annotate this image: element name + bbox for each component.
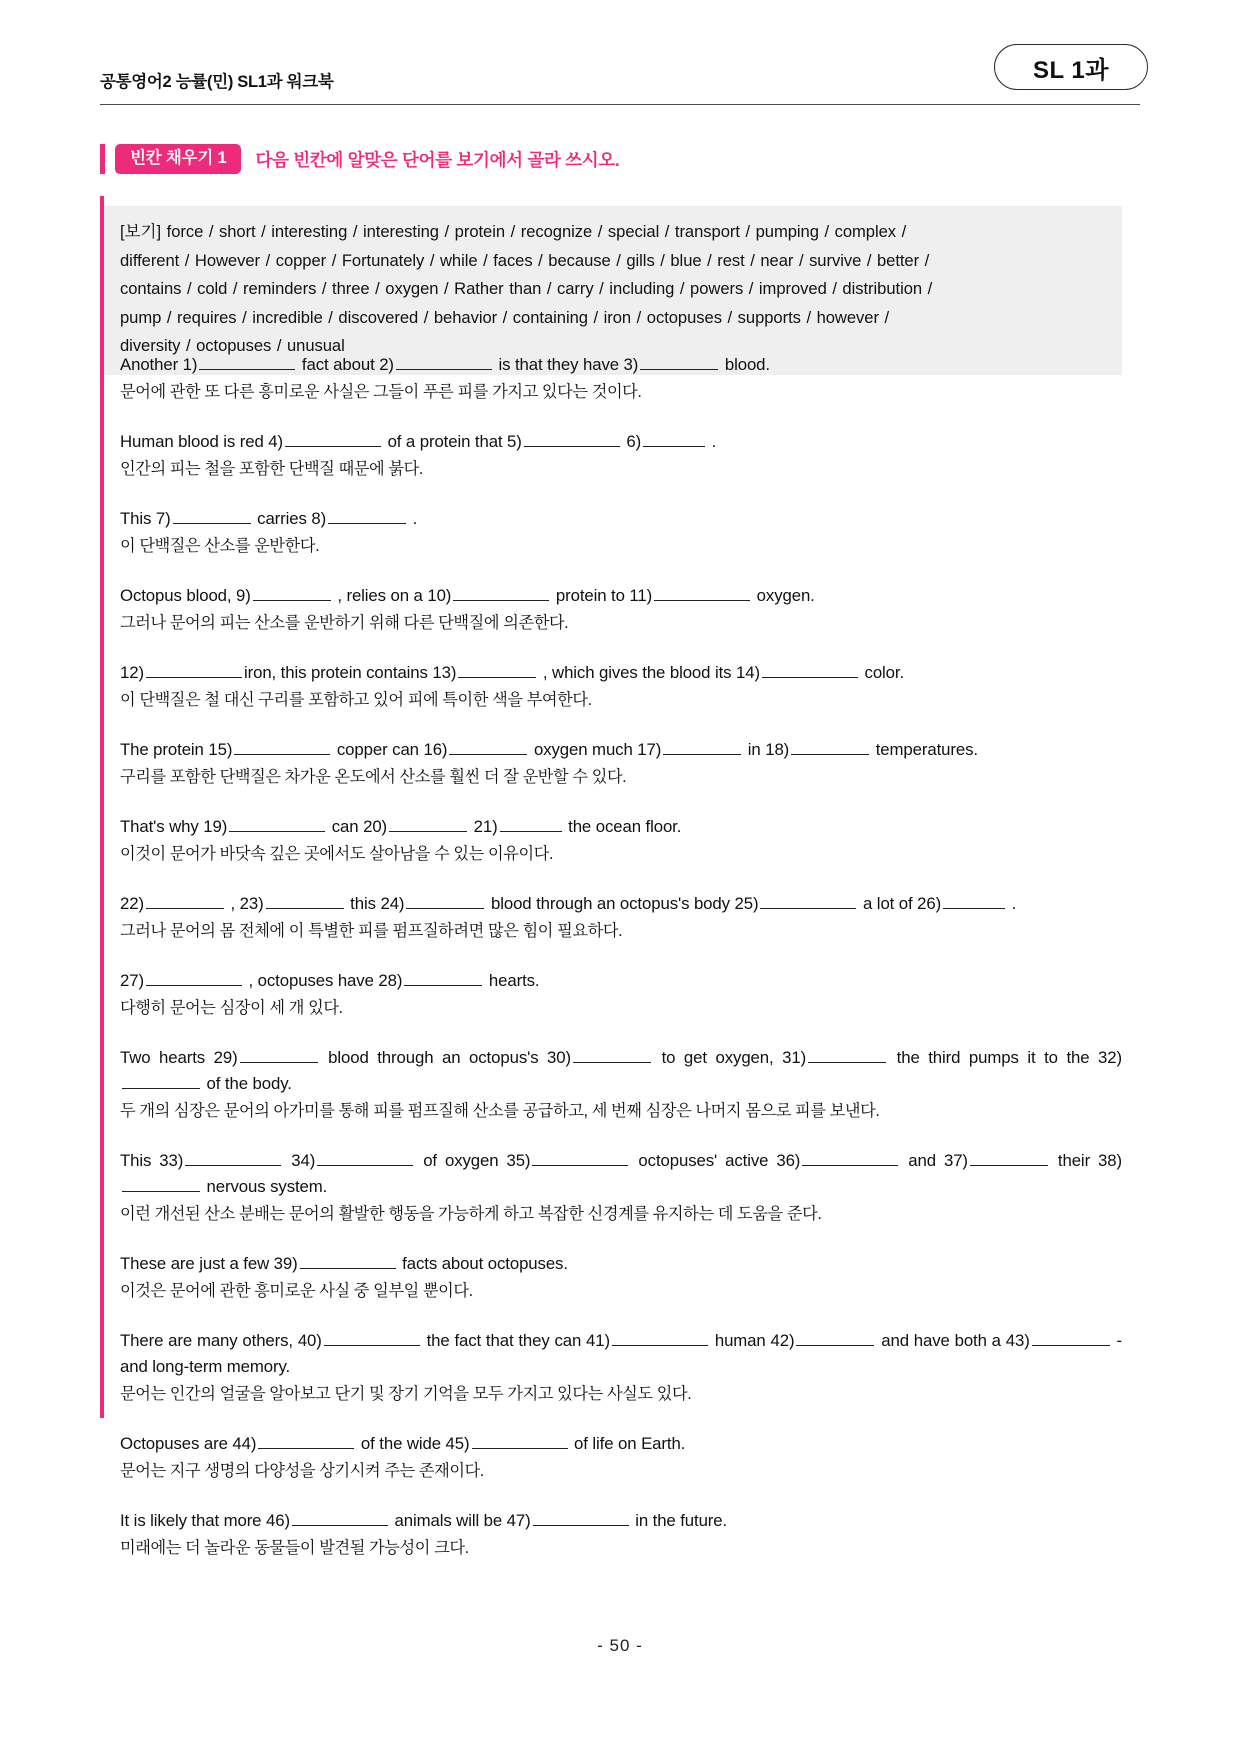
translation-ko: 그러나 문어의 몸 전체에 이 특별한 피를 펌프질하려면 많은 힘이 필요하다. (120, 922, 623, 940)
sentence-fragment: to get oxygen, 31) (653, 1048, 807, 1067)
answer-blank[interactable] (573, 1049, 651, 1063)
answer-blank[interactable] (453, 587, 549, 601)
sentence-fragment: copper can 16) (332, 740, 448, 759)
sentence-fragment: 22) (120, 894, 144, 913)
sentence-fragment: This 7) (120, 509, 171, 528)
sentence-fragment: 12) (120, 663, 144, 682)
accent-tick-icon (100, 144, 105, 174)
question-sentence-en (120, 429, 1122, 455)
word-bank (104, 206, 1122, 375)
answer-blank[interactable] (292, 1512, 388, 1526)
translation-ko: 문어에 관한 또 다른 흥미로운 사실은 그들이 푸른 피를 가지고 있다는 것이다. (120, 383, 642, 401)
book-title: 공통영어2 능률(민) SL1과 워크북 (100, 73, 334, 91)
translation-ko: 이것이 문어가 바닷속 깊은 곳에서도 살아남을 수 있는 이유이다. (120, 845, 554, 863)
question-sentence-en (120, 352, 1122, 378)
sentence-fragment: That's why 19) (120, 817, 228, 836)
sentence-fragment: is that they have 3) (493, 355, 639, 374)
answer-blank[interactable] (802, 1152, 898, 1166)
question-sentence-en (120, 1045, 1122, 1097)
sentence-fragment: of the body. (202, 1074, 292, 1093)
sentence-fragment: the third pumps it to the 32) (888, 1048, 1122, 1067)
answer-blank[interactable] (640, 356, 718, 370)
question-sentence-en (120, 891, 1122, 917)
question-sentence-en (120, 583, 1122, 609)
exercise-item (120, 660, 1122, 713)
exercise-item-list (104, 352, 1122, 1585)
sentence-fragment: human 42) (710, 1331, 795, 1350)
translation-ko: 이런 개선된 산소 분배는 문어의 활발한 행동을 가능하게 하고 복잡한 신경계를 유지하는 데 도움을 준다. (120, 1205, 822, 1223)
sentence-fragment: hearts. (484, 971, 540, 990)
sentence-fragment: color. (859, 663, 905, 682)
translation-ko: 문어는 지구 생명의 다양성을 상기시켜 주는 존재이다. (120, 1462, 484, 1480)
answer-blank[interactable] (253, 587, 331, 601)
sentence-fragment: animals will be 47) (389, 1511, 531, 1530)
exercise-item (120, 506, 1122, 559)
sentence-fragment: blood through an octopus's 30) (319, 1048, 572, 1067)
answer-blank[interactable] (328, 510, 406, 524)
header-divider (100, 104, 1140, 105)
answer-blank[interactable] (396, 356, 492, 370)
exercise-item (120, 1148, 1122, 1227)
exercise-item (120, 968, 1122, 1021)
sentence-fragment: octopuses' active 36) (630, 1151, 801, 1170)
sentence-fragment: carries 8) (252, 509, 327, 528)
answer-blank[interactable] (500, 818, 562, 832)
answer-blank[interactable] (762, 664, 858, 678)
exercise-item (120, 1508, 1122, 1561)
question-sentence-en (120, 506, 1122, 532)
answer-blank[interactable] (663, 741, 741, 755)
answer-blank[interactable] (458, 664, 536, 678)
chapter-badge: SL 1과 (994, 44, 1148, 90)
answer-blank[interactable] (185, 1152, 281, 1166)
sentence-fragment: 21) (469, 817, 498, 836)
answer-blank[interactable] (472, 1435, 568, 1449)
sentence-fragment: The protein 15) (120, 740, 233, 759)
answer-blank[interactable] (404, 972, 482, 986)
question-sentence-en (120, 1328, 1122, 1380)
sentence-fragment: These are just a few 39) (120, 1254, 298, 1273)
exercise-item (120, 583, 1122, 636)
sentence-fragment: 6) (621, 432, 642, 451)
answer-blank[interactable] (122, 1178, 200, 1192)
exercise-item (120, 891, 1122, 944)
sentence-fragment: It is likely that more 46) (120, 1511, 290, 1530)
sentence-fragment: this 24) (345, 894, 405, 913)
page-header (0, 0, 1240, 122)
answer-blank[interactable] (533, 1512, 629, 1526)
translation-ko: 문어는 인간의 얼굴을 알아보고 단기 및 장기 기억을 모두 가지고 있다는 사실도 있다. (120, 1385, 692, 1403)
sentence-fragment: , which gives the blood its 14) (538, 663, 760, 682)
answer-blank[interactable] (146, 972, 242, 986)
sentence-fragment: Human blood is red 4) (120, 432, 284, 451)
answer-blank[interactable] (317, 1152, 413, 1166)
sentence-fragment: of the wide 45) (356, 1434, 470, 1453)
answer-blank[interactable] (229, 818, 325, 832)
answer-blank[interactable] (791, 741, 869, 755)
sentence-fragment: oxygen much 17) (529, 740, 662, 759)
answer-blank[interactable] (524, 433, 620, 447)
translation-ko: 다행히 문어는 심장이 세 개 있다. (120, 999, 343, 1017)
sentence-fragment: iron, this protein contains 13) (243, 663, 457, 682)
answer-blank[interactable] (1032, 1332, 1110, 1346)
sentence-fragment: , octopuses have 28) (243, 971, 403, 990)
answer-blank[interactable] (300, 1255, 396, 1269)
sentence-fragment: of a protein that 5) (383, 432, 522, 451)
answer-blank[interactable] (654, 587, 750, 601)
page-number: - 50 - (597, 1636, 643, 1655)
question-sentence-en (120, 1508, 1122, 1534)
sentence-fragment: the ocean floor. (563, 817, 682, 836)
answer-blank[interactable] (449, 741, 527, 755)
question-sentence-en (120, 1431, 1122, 1457)
sentence-fragment: the fact that they can 41) (421, 1331, 611, 1350)
sentence-fragment: This 33) (120, 1151, 184, 1170)
sentence-fragment: and 37) (900, 1151, 968, 1170)
answer-blank[interactable] (643, 433, 705, 447)
sentence-fragment: can 20) (327, 817, 388, 836)
answer-blank[interactable] (808, 1049, 886, 1063)
exercise-type-badge: 빈칸 채우기 1 (115, 144, 241, 174)
sentence-fragment: facts about octopuses. (397, 1254, 568, 1273)
translation-ko: 이 단백질은 산소를 운반한다. (120, 537, 320, 555)
word-bank-line: pump / requires / incredible / discovered / behavior / containing / iron / octopuses / supports / however / (120, 307, 890, 327)
answer-blank[interactable] (173, 510, 251, 524)
sentence-fragment: , relies on a 10) (332, 586, 452, 605)
exercise-item (120, 352, 1122, 405)
sentence-fragment: and have both a 43) (876, 1331, 1030, 1350)
answer-blank[interactable] (612, 1332, 708, 1346)
exercise-item (120, 814, 1122, 867)
answer-blank[interactable] (970, 1152, 1048, 1166)
word-bank-line: contains / cold / reminders / three / oxygen / Rather than / carry / including / powers / improved / distribution / (120, 279, 933, 298)
answer-blank[interactable] (389, 818, 467, 832)
translation-ko: 인간의 피는 철을 포함한 단백질 때문에 붉다. (120, 460, 423, 478)
answer-blank[interactable] (240, 1049, 318, 1063)
sentence-fragment: a lot of 26) (858, 894, 942, 913)
answer-blank[interactable] (146, 664, 242, 678)
sentence-fragment: . (408, 509, 418, 528)
question-sentence-en (120, 968, 1122, 994)
sentence-fragment: 34) (283, 1151, 316, 1170)
answer-blank[interactable] (760, 895, 856, 909)
sentence-fragment: their 38) (1049, 1151, 1122, 1170)
exercise-item (120, 429, 1122, 482)
sentence-fragment: protein to 11) (551, 586, 653, 605)
sentence-fragment: . (1007, 894, 1017, 913)
question-sentence-en (120, 1148, 1122, 1200)
answer-blank[interactable] (943, 895, 1005, 909)
sentence-fragment: Octopuses are 44) (120, 1434, 257, 1453)
exercise-item (120, 1045, 1122, 1124)
sentence-fragment: . (707, 432, 717, 451)
sentence-fragment: Octopus blood, 9) (120, 586, 251, 605)
answer-blank[interactable] (234, 741, 330, 755)
sentence-fragment: temperatures. (871, 740, 978, 759)
sentence-fragment: blood through an octopus's body 25) (486, 894, 759, 913)
word-bank-line: [보기] force / short / interesting / interesting / protein / recognize / special / transport / pumping / complex / (120, 222, 907, 241)
answer-blank[interactable] (796, 1332, 874, 1346)
translation-ko: 그러나 문어의 피는 산소를 운반하기 위해 다른 단백질에 의존한다. (120, 614, 569, 632)
sentence-fragment: oxygen. (752, 586, 815, 605)
translation-ko: 이 단백질은 철 대신 구리를 포함하고 있어 피에 특이한 색을 부여한다. (120, 691, 592, 709)
answer-blank[interactable] (258, 1435, 354, 1449)
section-heading (100, 143, 620, 175)
translation-ko: 구리를 포함한 단백질은 차가운 온도에서 산소를 훨씬 더 잘 운반할 수 있다. (120, 768, 627, 786)
sentence-fragment: in 18) (743, 740, 790, 759)
question-sentence-en (120, 814, 1122, 840)
question-sentence-en (120, 660, 1122, 686)
exercise-item (120, 1328, 1122, 1407)
exercise-item (120, 1431, 1122, 1484)
question-sentence-en (120, 1251, 1122, 1277)
exercise-item (120, 1251, 1122, 1304)
sentence-fragment: , 23) (225, 894, 264, 913)
answer-blank[interactable] (285, 433, 381, 447)
sentence-fragment: nervous system. (202, 1177, 328, 1196)
answer-blank[interactable] (406, 895, 484, 909)
answer-blank[interactable] (146, 895, 224, 909)
sentence-fragment: blood. (720, 355, 770, 374)
translation-ko: 두 개의 심장은 문어의 아가미를 통해 피를 펌프질해 산소를 공급하고, 세 번째 심장은 나머지 몸으로 피를 보낸다. (120, 1102, 880, 1120)
sentence-fragment: in the future. (630, 1511, 728, 1530)
sentence-fragment: 27) (120, 971, 144, 990)
sentence-fragment: Two hearts 29) (120, 1048, 238, 1067)
answer-blank[interactable] (532, 1152, 628, 1166)
word-bank-line: diversity / octopuses / unusual (120, 336, 345, 355)
sentence-fragment: of life on Earth. (569, 1434, 686, 1453)
answer-blank[interactable] (266, 895, 344, 909)
exercise-instruction: 다음 빈칸에 알맞은 단어를 보기에서 골라 쓰시오. (255, 149, 620, 170)
translation-ko: 이것은 문어에 관한 흥미로운 사실 중 일부일 뿐이다. (120, 1282, 473, 1300)
question-sentence-en (120, 737, 1122, 763)
answer-blank[interactable] (199, 356, 295, 370)
exercise-item (120, 737, 1122, 790)
sentence-fragment: fact about 2) (297, 355, 394, 374)
word-bank-line: different / However / copper / Fortunately / while / faces / because / gills / blue / rest / near / survive / better / (120, 250, 930, 270)
sentence-fragment: Another 1) (120, 355, 198, 374)
sentence-fragment: of oxygen 35) (415, 1151, 531, 1170)
sentence-fragment: There are many others, 40) (120, 1331, 322, 1350)
sentence-fragment: - and long-term memory. (120, 1331, 1123, 1376)
answer-blank[interactable] (122, 1075, 200, 1089)
translation-ko: 미래에는 더 놀라운 동물들이 발견될 가능성이 크다. (120, 1539, 469, 1557)
answer-blank[interactable] (324, 1332, 420, 1346)
